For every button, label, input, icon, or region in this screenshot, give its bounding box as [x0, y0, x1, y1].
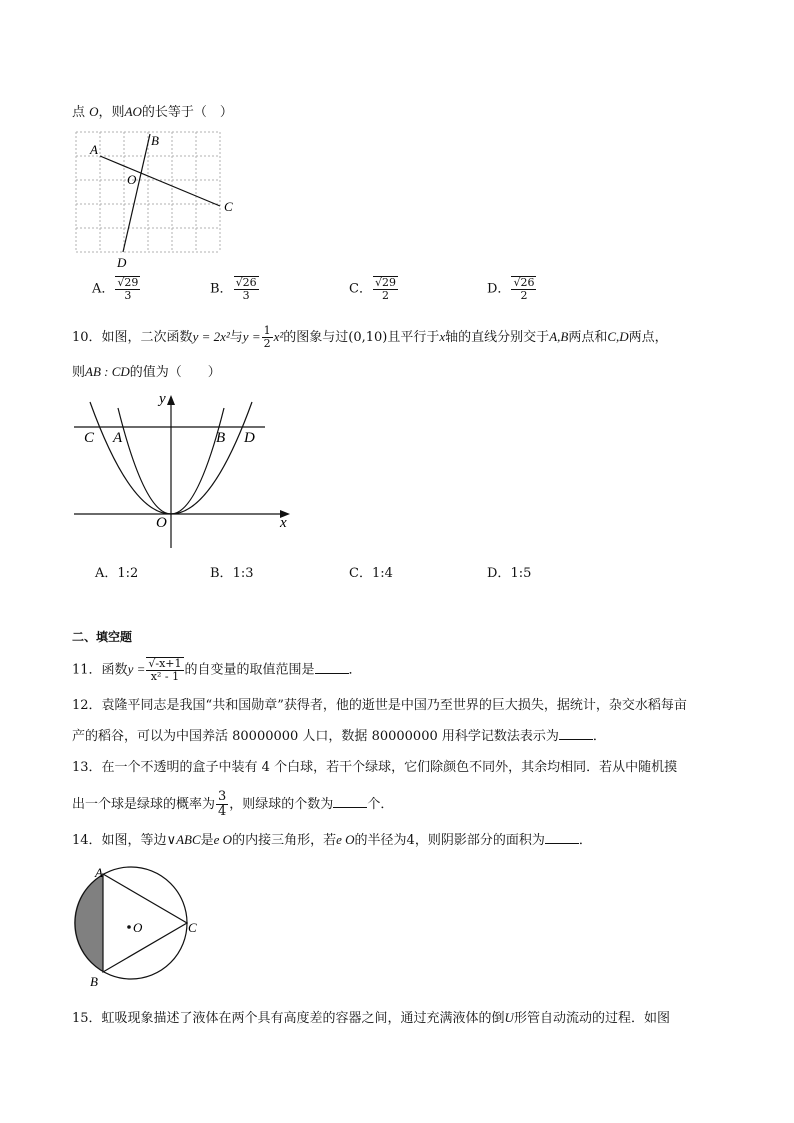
q12-line1: 12．袁隆平同志是我国“共和国勋章”获得者，他的逝世是中国乃至世界的巨大损失，据统计，杂交水稻每亩 [72, 698, 687, 713]
q14-center-dot [127, 925, 131, 929]
section-title-fill-blank: 二、填空题 [72, 630, 133, 644]
q14-label-b: B [90, 974, 98, 989]
q9-grid-figure [70, 128, 250, 273]
q9-option-c[interactable]: C． $\frac{√29}{2}$ [349, 276, 396, 302]
q9-segment-bd [123, 134, 150, 252]
q9-label-a: A [90, 142, 98, 157]
q9-option-d[interactable]: D． $\frac{√26}{2}$ [487, 276, 535, 302]
q10-label-d: D [244, 430, 255, 446]
q9-label-o: O [127, 172, 137, 187]
q10-y-arrow [167, 395, 175, 405]
q10-label-y: y [159, 391, 166, 407]
q14-stem: 14．如图，等边∨ABC是e O的内接三角形，若e O的半径为4，则阴影部分的面积为 ． [72, 832, 592, 848]
q9-label-d: D [117, 255, 127, 270]
q12-line2: 产的稻谷，可以为中国养活 80000000 人口，数据 80000000 用科学记数法表示为 ． [72, 729, 606, 744]
q10-label-b: B [216, 430, 226, 446]
q14-triangle [103, 874, 187, 972]
q14-label-c: C [188, 920, 197, 935]
q14-label-o: O [133, 920, 143, 935]
q10-stem-line2: 则AB : CD的值为（ ） [72, 364, 221, 380]
q9-option-b[interactable]: B． $\frac{√26}{3}$ [210, 276, 257, 302]
q9-stem: 点 O，则AO的长等于（ ） [72, 104, 233, 120]
q9-label-b: B [151, 133, 159, 148]
q13-line1: 13．在一个不透明的盒子中装有 4 个白球，若干个绿球，它们除颜色不同外，其余均相同．若从中随机摸 [72, 760, 678, 775]
q15-line1: 15．虹吸现象描述了液体在两个具有高度差的容器之间，通过充满液体的倒U形管自动流动的过程．如图 [72, 1010, 670, 1026]
q14-label-a: A [95, 865, 103, 880]
q9-label-c: C [224, 199, 233, 214]
q10-option-d[interactable]: D．1:5 [487, 566, 532, 581]
q10-label-a: A [113, 430, 123, 446]
q10-option-a[interactable]: A．1:2 [95, 566, 139, 581]
q9-option-a[interactable]: A． $\frac{√29}{3}$ [92, 276, 139, 302]
q10-label-x: x [280, 515, 287, 531]
q14-circle-figure [68, 860, 208, 995]
q10-option-b[interactable]: B．1:3 [210, 566, 254, 581]
q10-parabola-figure [70, 390, 295, 555]
q10-label-c: C [84, 430, 95, 446]
q13-line2: 出一个球是绿球的概率为 $\frac{3}{4}$ ，则绿球的个数为 个． [72, 789, 394, 819]
q10-stem-line1: 10．如图，二次函数y = 2x²与y = $\frac{1}{2}$ x²的图象与过(0,10)且平行于x轴的直线分别交于A,B两点和C,D两点， [72, 324, 668, 350]
q10-label-o: O [156, 515, 167, 531]
q14-shaded-segment [74, 874, 103, 972]
q9-segment-ac [100, 156, 220, 206]
q11-stem: 11．函数y = $\frac{√-x+1}{\text{x² - 1}}$ 的自变量的取值范围是 ． [72, 657, 362, 683]
q12-answer-blank[interactable] [559, 738, 593, 740]
q14-answer-blank[interactable] [545, 842, 579, 844]
q11-answer-blank[interactable] [315, 672, 349, 674]
q13-answer-blank[interactable] [333, 806, 367, 808]
q10-option-c[interactable]: C．1:4 [349, 566, 393, 581]
